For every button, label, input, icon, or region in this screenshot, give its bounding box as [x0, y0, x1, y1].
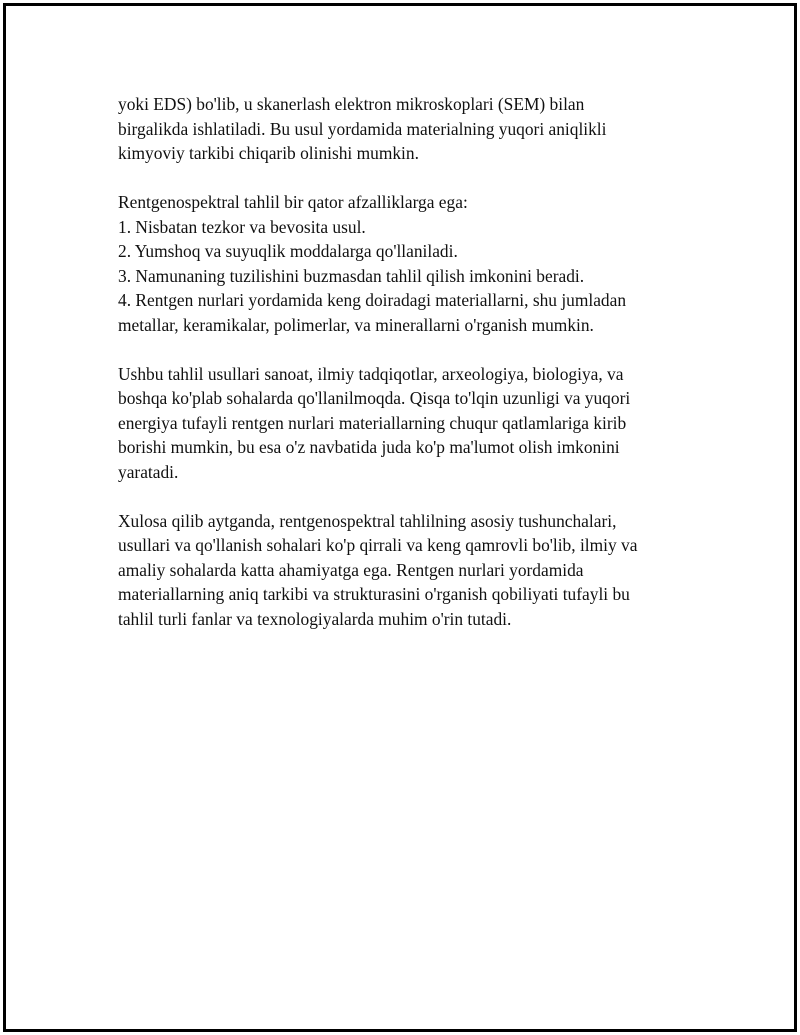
list-item: 4. Rentgen nurlari yordamida keng doiradagi materiallarni, shu jumladan	[118, 290, 627, 310]
list-item: 3. Namunaning tuzilishini buzmasdan tahlil qilish imkonini beradi.	[118, 265, 585, 286]
text-line: tahlil turli fanlar va texnologiyalarda muhim o'rin tutadi.	[118, 608, 512, 629]
text-line: materiallarning aniq tarkibi va strukturasini o'rganish qobiliyati tufayli bu	[118, 584, 630, 604]
text-line: birgalikda ishlatiladi. Bu usul yordamida materialning yuqori aniqlikli	[118, 118, 607, 139]
text-line: borishi mumkin, bu esa o'z navbatida juda ko'p ma'lumot olish imkonini	[118, 437, 620, 457]
text-line: energiya tufayli rentgen nurlari materiallarning chuqur qatlamlariga kirib	[118, 412, 627, 433]
list-item: 1. Nisbatan tezkor va bevosita usul.	[118, 216, 366, 237]
text-line: Ushbu tahlil usullari sanoat, ilmiy tadqiqotlar, arxeologiya, biologiya, va	[118, 363, 624, 384]
text-line: yoki EDS) bo'lib, u skanerlash elektron mikroskoplari (SEM) bilan	[118, 94, 585, 114]
text-line: amaliy sohalarda katta ahamiyatga ega. Rentgen nurlari yordamida	[118, 559, 584, 580]
paragraph-eds-sem	[118, 92, 688, 166]
list-intro: Rentgenospektral tahlil bir qator afzalliklarga ega:	[118, 192, 468, 212]
document-body	[118, 92, 688, 656]
text-line: boshqa ko'plab sohalarda qo'llanilmoqda. Qisqa to'lqin uzunligi va yuqori	[118, 388, 631, 408]
text-line: usullari va qo'llanish sohalari ko'p qirrali va keng qamrovli bo'lib, ilmiy va	[118, 535, 638, 555]
text-line: yaratadi.	[118, 461, 179, 482]
text-line: kimyoviy tarkibi chiqarib olinishi mumkin.	[118, 143, 419, 163]
paragraph-advantages-list	[118, 190, 688, 337]
list-item: 2. Yumshoq va suyuqlik moddalarga qo'llaniladi.	[118, 241, 458, 261]
paragraph-applications	[118, 362, 688, 485]
text-line: Xulosa qilib aytganda, rentgenospektral tahlilning asosiy tushunchalari,	[118, 510, 617, 531]
list-item-continuation: metallar, keramikalar, polimerlar, va minerallarni o'rganish mumkin.	[118, 314, 594, 335]
paragraph-conclusion	[118, 509, 688, 632]
